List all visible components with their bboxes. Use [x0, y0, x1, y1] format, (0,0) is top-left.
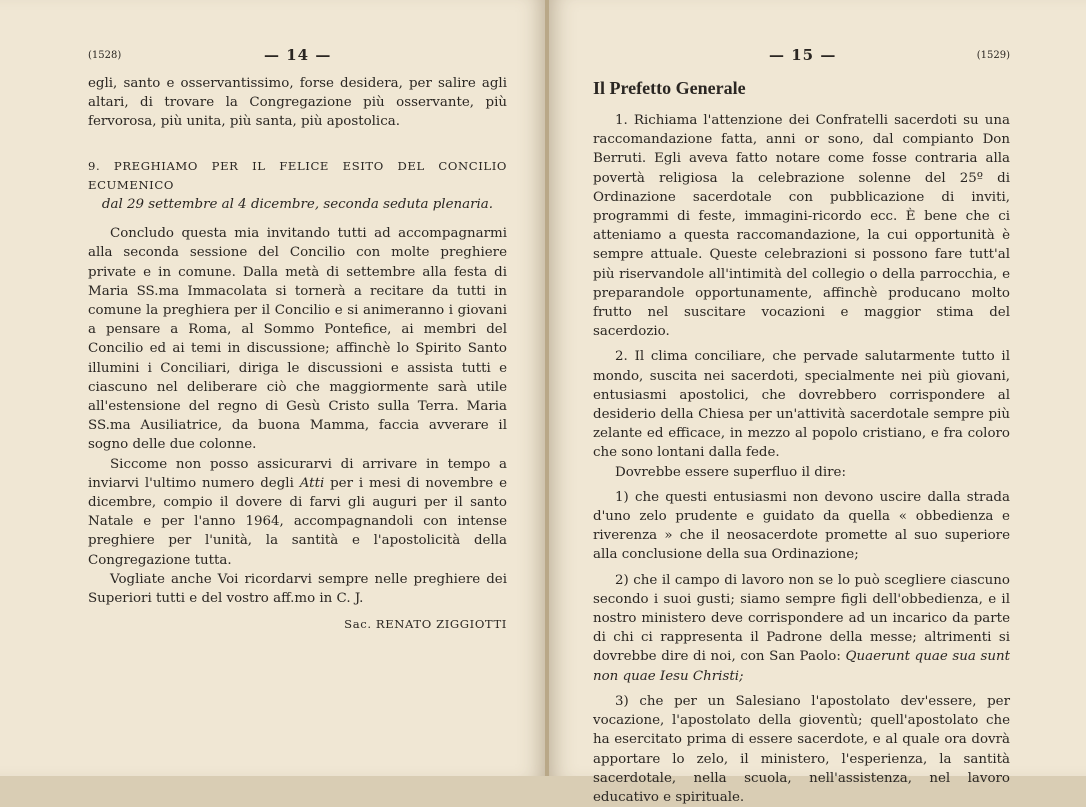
atti-italic: Atti — [299, 475, 325, 491]
left-page — [0, 0, 545, 776]
paragraph-siccome-a: Siccome non posso assicurarvi di arrivare in tempo a inviarvi l'ultimo numero degli — [88, 456, 507, 491]
section-title: 9. PREGHIAMO PER IL FELICE ESITO DEL CONCILIO ECUMENICO — [88, 158, 507, 192]
paragraph-concludo: Concludo questa mia invitando tutti ad accompagnarmi alla seconda sessione del Concilio con molte preghiere private e in comune. Dalla metà di settembre alla festa di Maria SS.ma Immacolata si tornerà a recitare da tutti in comune la preghiera per il Concilio e si animeranno i giovani a pensare a Roma, al Sommo Pontefice, ai membri del Concilio ed ai temi in discussione; affinchè lo Spirito Santo illumini i Conciliari, diriga le discussioni e assista tutti e ciascuno nel deliberare ciò che maggiormente sarà utile all'estensione del regno di Gesù Cristo sulla Terra. Maria SS.ma Ausiliatrice, da buona Mamma, faccia avverare il sogno delle due colonne. — [88, 226, 507, 453]
point-2-text: 2) che il campo di lavoro non se lo può scegliere ciascuno secondo i suoi gusti; siamo sempre figli dell'obbedienza, e il nostro ministero deve corrispondere ad un incarico da parte di chi ci rappresenta il Padrone della messe; altrimenti si dovrebbe dire di noi, con San Paolo: — [593, 572, 1010, 665]
left-page-code: (1528) — [88, 50, 122, 61]
paragraph-siccome-b: per i mesi di novembre e dicembre, compio il dovere di farvi gli auguri per il santo Natale e per l'anno 1964, accompagnandoli con intense preghiere per l'unità, la santità e l'apostolicità della Congregazione tutta. — [88, 475, 507, 568]
paragraph-siccome — [88, 455, 507, 570]
point-1: 1) che questi entusiasmi non devono uscire dalla strada d'uno zelo prudente e guidato da quella « obbedienza e riverenza » che il neosacerdote promette al suo superiore alla conclusione della sua Ordinazione; — [593, 489, 1010, 563]
right-page-number: — 15 — — [769, 46, 837, 64]
chapter-title: Il Prefetto Generale — [593, 78, 746, 98]
intro-paragraph: egli, santo e osservantissimo, forse desidera, per salire agli altari, di trovare la Congregazione più osservante, più fervorosa, più unita, più santa, più apostolica. — [88, 76, 507, 130]
right-page-header — [593, 46, 1010, 74]
item-1: 1. Richiama l'attenzione dei Confratelli sacerdoti su una raccomandazione fatta, anni or sono, dal compianto Don Berruti. Egli aveva fatto notare come fosse contraria alla povertà religiosa la celebrazione solenne del 25º di Ordinazione sacerdotale con pubblicazione di inviti, programmi di feste, immagini-ricordo ecc. È bene che ci atteniamo a questa raccomandazione, la cui opportunità è sempre attuale. Queste celebrazioni si possono fare tutt'al più riservandole all'intimità del collegio o della parrocchia, e preparandole opportunamente, affinchè producano molto frutto nel suscitare vocazioni e maggior stima del sacerdozio. — [593, 113, 1010, 340]
paragraph-vogliate: Vogliate anche Voi ricordarvi sempre nelle preghiere dei Superiori tutti e del vostro aff.mo in C. J. — [88, 571, 507, 607]
right-page-code: (1529) — [976, 50, 1010, 61]
point-3: 3) che per un Salesiano l'apostolato dev'essere, per vocazione, l'apostolato della gioventù; quell'apostolato che ha esercitato prima di essere sacerdote, e al quale ora dovrà apportare lo zelo, il ministero, l'esperienza, la santità sacerdotale, nella scuola, nell'assistenza, nel lavoro educativo e spirituale. — [593, 693, 1010, 805]
signature: Sac. RENATO ZIGGIOTTI — [344, 617, 507, 632]
section-subtitle: dal 29 settembre al 4 dicembre, seconda seduta plenaria. — [101, 197, 494, 213]
item-2: 2. Il clima conciliare, che pervade salutarmente tutto il mondo, suscita nei sacerdoti, specialmente nei più giovani, entusiasmi apostolici, che dovrebbero corrispondere al desiderio della Chiesa per un'attività sacerdotale sempre più zelante ed efficace, in mezzo al popolo cristiano, e fra coloro che sono lontani dalla fede. — [593, 349, 1010, 461]
right-page — [549, 0, 1086, 805]
left-page-number: — 14 — — [264, 46, 332, 64]
left-page-header — [88, 46, 507, 74]
point-2-quote: Quaerunt quae sua sunt non quae Iesu Christi; — [593, 649, 1010, 684]
item-2-lead: Dovrebbe essere superfluo il dire: — [615, 464, 846, 480]
point-2 — [593, 571, 1010, 686]
